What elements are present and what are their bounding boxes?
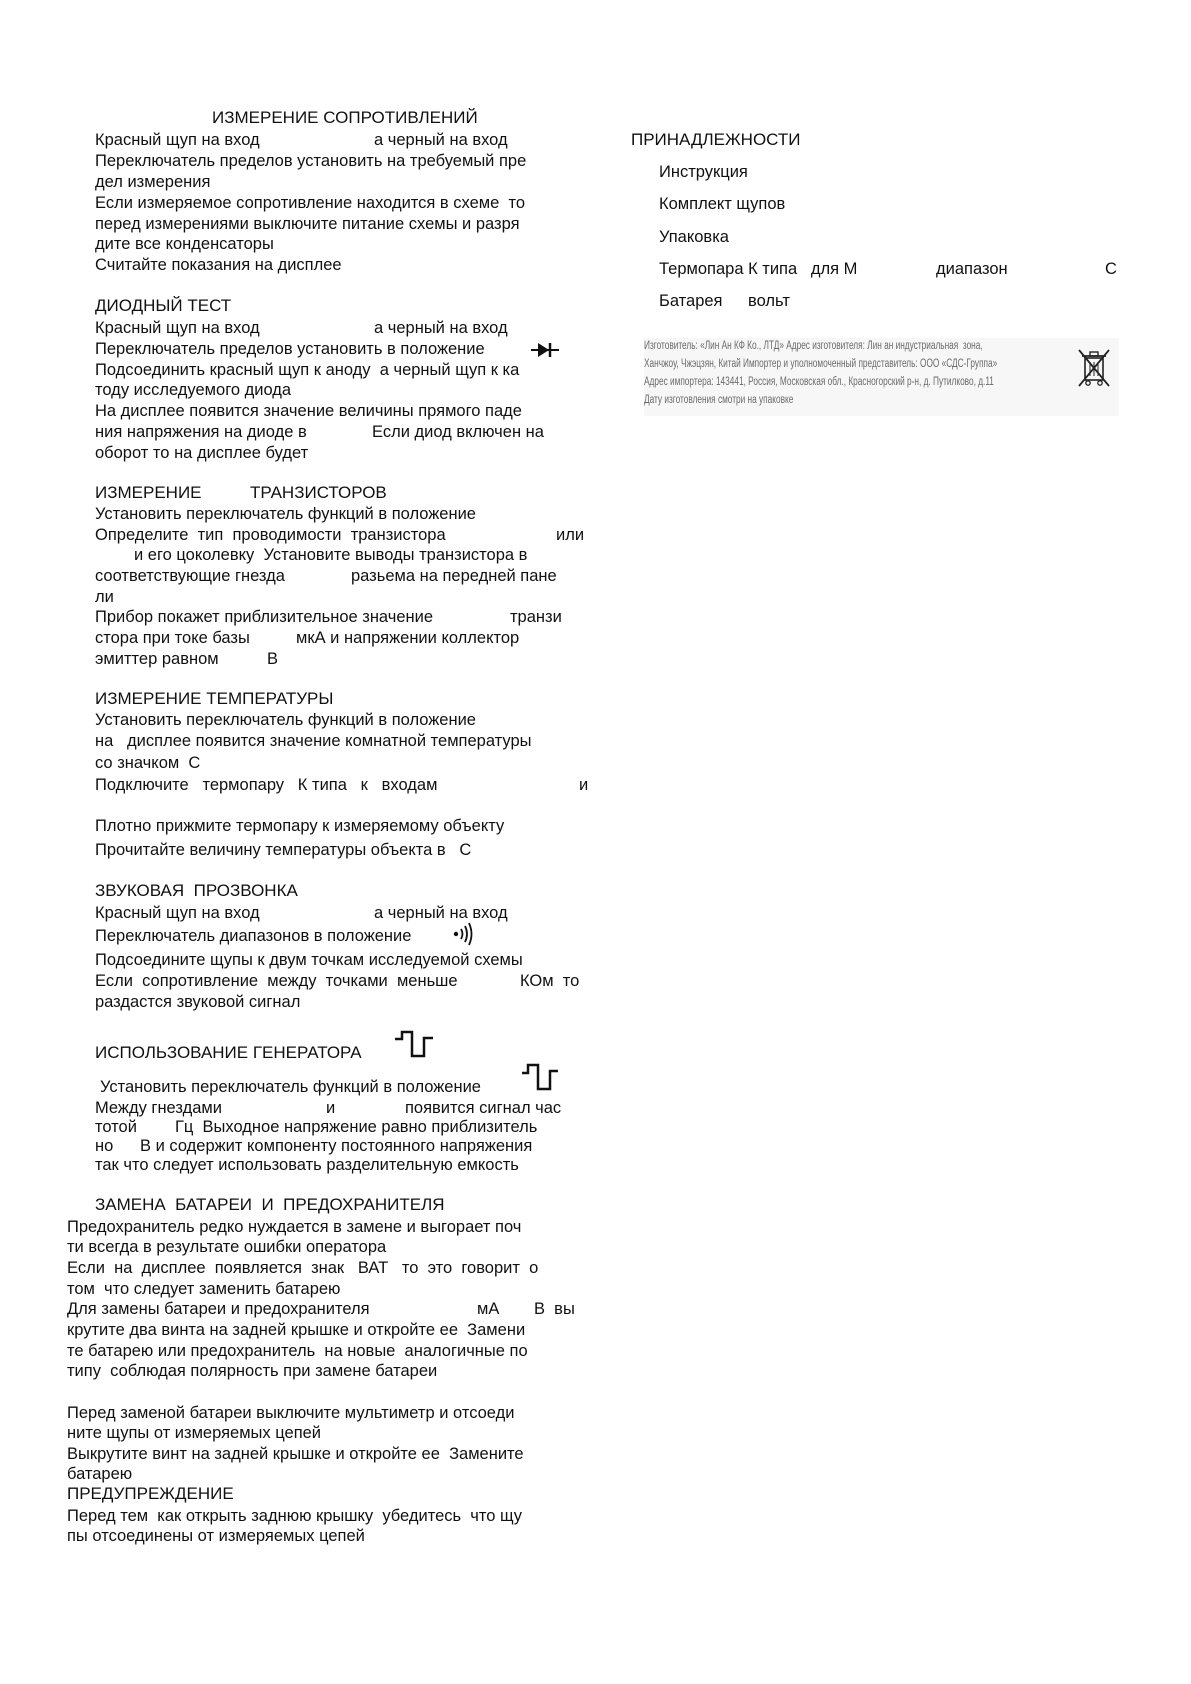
- text-line: стора при токе базы: [95, 629, 250, 647]
- text-line: дите все конденсаторы: [95, 235, 274, 253]
- text-line: Прочитайте величину температуры объекта в С: [95, 841, 472, 859]
- continuity-title: ЗВУКОВАЯ ПРОЗВОНКА: [95, 881, 298, 900]
- list-item: С: [1105, 260, 1117, 278]
- text-line: а черный на вход: [374, 904, 508, 922]
- transistor-title: ИЗМЕРЕНИЕ: [95, 483, 202, 502]
- text-line: Подсоедините щупы к двум точкам исследуемой схемы: [95, 951, 523, 969]
- list-item: Батарея: [659, 292, 723, 310]
- text-line: тотой: [95, 1118, 137, 1136]
- manufacturer-line: Дату изготовления смотри на упаковке: [644, 394, 794, 406]
- text-line: ли: [95, 588, 114, 606]
- text-line: и: [326, 1099, 336, 1117]
- list-item: Термопара К типа для М: [659, 260, 858, 278]
- text-line: Установить переключатель функций в положение: [95, 505, 476, 523]
- text-line: а черный на вход: [374, 131, 508, 149]
- text-line: мкА и напряжении коллектор: [296, 629, 520, 647]
- text-line: Подключите термопару К типа к входам: [95, 776, 438, 794]
- list-item: диапазон: [936, 260, 1008, 278]
- text-line: ти всегда в результате ошибки оператора: [67, 1238, 387, 1256]
- text-line: разьема на передней пане: [351, 567, 557, 585]
- manufacturer-line: Изготовитель: «Лин Ан КФ Ко., ЛТД» Адрес изготовителя: Лин ан индустриальная зона,: [644, 340, 983, 352]
- text-line: Переключатель пределов установить на требуемый пре: [95, 152, 527, 170]
- resistance-title: ИЗМЕРЕНИЕ СОПРОТИВЛЕНИЙ: [212, 108, 478, 127]
- text-line: КОм то: [520, 972, 580, 990]
- text-line: или: [556, 526, 585, 544]
- accessories-title: ПРИНАДЛЕЖНОСТИ: [631, 130, 801, 149]
- transistor-title: ТРАНЗИСТОРОВ: [250, 483, 387, 502]
- text-line: ните щупы от измеряемых цепей: [67, 1424, 322, 1442]
- text-line: и его цоколевку Установите выводы транзистора в: [134, 546, 528, 564]
- text-line: Если на дисплее появляется знак ВАТ то это говорит о: [67, 1259, 539, 1277]
- text-line: а черный на вход: [374, 319, 508, 337]
- warning-title: ПРЕДУПРЕЖДЕНИЕ: [67, 1484, 234, 1503]
- battery-title: ЗАМЕНА БАТАРЕИ И ПРЕДОХРАНИТЕЛЯ: [95, 1195, 445, 1214]
- text-line: Красный щуп на вход: [95, 904, 260, 922]
- text-line: Если сопротивление между точками меньше: [95, 972, 458, 990]
- text-line: так что следует использовать разделительную емкость: [95, 1156, 519, 1174]
- text-line: Для замены батареи и предохранителя: [67, 1300, 370, 1318]
- text-line: но: [95, 1137, 114, 1155]
- text-line: На дисплее появится значение величины прямого паде: [95, 402, 522, 420]
- text-line: и: [579, 776, 589, 794]
- text-line: соответствующие гнезда: [95, 567, 285, 585]
- text-line: Если диод включен на: [372, 423, 544, 441]
- list-item: вольт: [748, 292, 790, 310]
- manufacturer-info: [644, 338, 1119, 416]
- manufacturer-line: Адрес импортера: 143441, Россия, Московская обл., Красногорский р-н, д. Путилково, д.11: [644, 376, 994, 388]
- text-line: Переключатель пределов установить в положение: [95, 340, 485, 358]
- list-item: Комплект щупов: [659, 195, 786, 213]
- text-line: Если измеряемое сопротивление находится в схеме то: [95, 194, 526, 212]
- square-wave-icon: [393, 1030, 439, 1058]
- text-line: типу соблюдая полярность при замене батареи: [67, 1362, 438, 1380]
- text-line: В: [267, 650, 279, 668]
- text-line: Считайте показания на дисплее: [95, 256, 342, 274]
- text-line: те батарею или предохранитель на новые аналогичные по: [67, 1342, 528, 1360]
- text-line: Прибор покажет приблизительное значение: [95, 608, 434, 626]
- diode-title: ДИОДНЫЙ ТЕСТ: [95, 296, 232, 315]
- text-line: Переключатель диапазонов в положение: [95, 927, 412, 945]
- text-line: Плотно прижмите термопару к измеряемому объекту: [95, 817, 505, 835]
- list-item: Инструкция: [659, 163, 748, 181]
- text-line: со значком С: [95, 754, 201, 772]
- text-line: батарею: [67, 1465, 133, 1483]
- manufacturer-line: Ханчжоу, Чжэцзян, Китай Импортер и уполномоченный представитель: ООО «СДС-Группа»: [644, 358, 998, 370]
- text-line: Установить переключатель функций в положение: [95, 711, 476, 729]
- text-line: появится сигнал час: [405, 1099, 562, 1117]
- text-line: дел измерения: [95, 173, 211, 191]
- text-line: В и содержит компоненту постоянного напряжения: [140, 1137, 533, 1155]
- text-line: Красный щуп на вход: [95, 319, 260, 337]
- text-line: Перед тем как открыть заднюю крышку убедитесь что щу: [67, 1507, 523, 1525]
- text-line: Между гнездами: [95, 1099, 222, 1117]
- diode-symbol-icon: [531, 342, 559, 358]
- sound-waves-icon: [453, 922, 477, 944]
- text-line: мА: [477, 1300, 500, 1318]
- text-line: том что следует заменить батарею: [67, 1280, 341, 1298]
- text-line: Гц Выходное напряжение равно приблизитель: [175, 1118, 538, 1136]
- text-line: раздастся звуковой сигнал: [95, 993, 301, 1011]
- text-line: Выкрутите винт на задней крышке и откройте ее Замените: [67, 1445, 524, 1463]
- text-line: оборот то на дисплее будет: [95, 444, 309, 462]
- text-line: перед измерениями выключите питание схемы и разря: [95, 215, 520, 233]
- text-line: Установить переключатель функций в положение: [100, 1078, 481, 1096]
- text-line: на дисплее появится значение комнатной температуры: [95, 732, 532, 750]
- text-line: крутите два винта на задней крышке и откройте ее Замени: [67, 1321, 526, 1339]
- text-line: пы отсоединены от измеряемых цепей: [67, 1527, 365, 1545]
- text-line: ния напряжения на диоде в: [95, 423, 307, 441]
- text-line: эмиттер равном: [95, 650, 219, 668]
- text-line: Красный щуп на вход: [95, 131, 260, 149]
- crossed-out-bin-icon: [1077, 348, 1111, 388]
- list-item: Упаковка: [659, 228, 729, 246]
- temperature-title: ИЗМЕРЕНИЕ ТЕМПЕРАТУРЫ: [95, 689, 334, 708]
- text-line: транзи: [510, 608, 562, 626]
- text-line: Предохранитель редко нуждается в замене и выгорает поч: [67, 1218, 522, 1236]
- text-line: Определите тип проводимости транзистора: [95, 526, 446, 544]
- text-line: Перед заменой батареи выключите мультиметр и отсоеди: [67, 1404, 515, 1422]
- text-line: В вы: [534, 1300, 575, 1318]
- square-wave-icon: [520, 1063, 566, 1091]
- generator-title: ИСПОЛЬЗОВАНИЕ ГЕНЕРАТОРА: [95, 1043, 362, 1062]
- text-line: Подсоединить красный щуп к аноду а черный щуп к ка: [95, 361, 520, 379]
- text-line: тоду исследуемого диода: [95, 381, 292, 399]
